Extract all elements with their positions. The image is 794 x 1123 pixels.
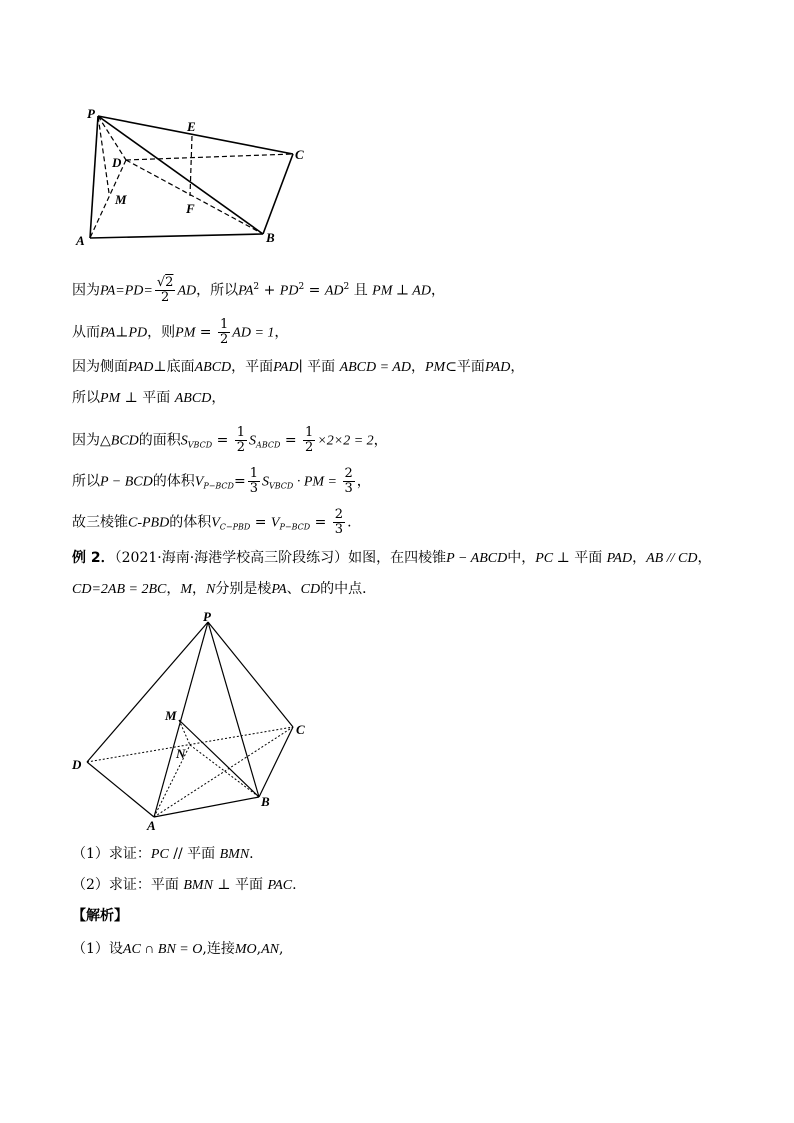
text: ⊥ 平面 xyxy=(120,390,175,406)
fraction: $\frac{1}{3}$ xyxy=(249,466,258,496)
text: 分别是棱 xyxy=(215,581,272,597)
math: N xyxy=(206,582,216,597)
text: , xyxy=(278,941,284,957)
math: · PM = xyxy=(293,474,341,490)
solution-line-4 xyxy=(72,389,225,408)
solution-line-5 xyxy=(72,426,388,455)
math: CD=2AB = 2BC xyxy=(72,582,167,597)
text: ， xyxy=(430,282,445,299)
text: ， xyxy=(697,550,712,566)
op: = xyxy=(250,514,271,531)
text: ⊥ 平面 xyxy=(212,877,268,893)
example-2-line-1 xyxy=(72,549,711,568)
analysis-label: 【解析】 xyxy=(72,908,128,924)
text: ⊂平面 xyxy=(445,359,485,375)
denominator: 2 xyxy=(161,290,170,305)
math: AB // CD xyxy=(646,551,698,566)
op: = xyxy=(233,473,246,490)
text: ， xyxy=(356,473,371,490)
question-1 xyxy=(72,845,254,864)
math: AC ∩ BN = O xyxy=(122,942,203,957)
exponent: 2 xyxy=(343,281,350,292)
fig2-label-B: B xyxy=(261,794,270,809)
solution-line-2 xyxy=(72,318,288,347)
text: 从而 xyxy=(72,324,100,341)
math: PM xyxy=(175,325,196,341)
text: （1）求证： xyxy=(72,846,151,862)
fig2-label-D: D xyxy=(72,757,82,772)
subscript: C−PBD xyxy=(219,522,251,532)
op: = xyxy=(212,432,233,449)
text: 的面积 xyxy=(138,432,181,449)
fraction: $\frac{1}{2}$ xyxy=(220,317,229,347)
math: PAD xyxy=(273,360,299,375)
fig2-label-N: N xyxy=(176,746,186,761)
op: = xyxy=(304,282,325,299)
math: PM xyxy=(424,360,446,375)
math: ABCD xyxy=(194,360,232,375)
exponent: 2 xyxy=(253,281,260,292)
figure-1-quadrilateral-pyramid xyxy=(70,100,320,250)
math: PAC xyxy=(267,878,293,893)
math: CD xyxy=(300,582,321,597)
text: ， xyxy=(632,550,647,566)
fig2-label-C: C xyxy=(296,722,305,737)
math: PA⊥PD xyxy=(100,325,148,341)
math: PA=PD= xyxy=(100,283,153,299)
text: （2021·海南·海港学校高三阶段练习）如图，在四棱锥 xyxy=(114,550,447,566)
math: BMN xyxy=(219,847,250,862)
solution-line-1 xyxy=(72,276,445,305)
math: S xyxy=(180,433,188,449)
text: 因为 xyxy=(72,282,100,299)
solution-line-6 xyxy=(72,467,371,496)
math: ABCD xyxy=(174,391,212,406)
fraction: $\frac{2}{3}$ xyxy=(344,466,353,496)
text: 因为侧面 xyxy=(72,359,128,375)
text: . xyxy=(292,877,297,893)
math: PD xyxy=(279,283,299,299)
op: = xyxy=(195,324,216,341)
math: P − ABCD xyxy=(446,551,508,566)
solution-line-3 xyxy=(72,358,524,377)
sqrt-value: 2 xyxy=(165,275,174,290)
math: C-PBD xyxy=(128,515,170,531)
text: 中， xyxy=(507,550,536,566)
text: 的中点． xyxy=(320,581,377,597)
math: PAD xyxy=(484,360,511,375)
text: 且 xyxy=(349,282,373,299)
math: PAD xyxy=(606,551,633,566)
math: PA xyxy=(238,283,254,299)
subscript: VBCD xyxy=(268,481,294,491)
fraction: $\frac{1}{2}$ xyxy=(305,425,314,455)
math: AD xyxy=(177,283,197,299)
fig1-label-M: M xyxy=(115,192,127,207)
text: . xyxy=(347,514,352,531)
text: 平面 xyxy=(569,550,607,566)
math: MO xyxy=(234,942,257,957)
math: △BCD xyxy=(100,433,139,449)
math: PM xyxy=(100,391,121,406)
question-2 xyxy=(72,876,297,895)
fig1-label-C: C xyxy=(295,147,304,162)
op: + xyxy=(259,282,280,299)
fraction: $\frac{√2}{2}$ xyxy=(156,275,174,305)
text: ，所以 xyxy=(196,282,239,299)
text: 的体积 xyxy=(152,473,195,490)
subscript: P−BCD xyxy=(203,481,234,491)
math: PM ⊥ AD xyxy=(372,283,431,299)
fig1-label-D: D xyxy=(112,155,122,170)
text: ⊥底面 xyxy=(153,359,195,375)
example-label: 例 2． xyxy=(72,550,115,566)
math: AD = 1 xyxy=(232,325,275,341)
step-1 xyxy=(72,940,283,959)
subscript: VBCD xyxy=(187,440,213,450)
text: 故三棱锥 xyxy=(72,514,128,531)
math: V xyxy=(194,474,204,490)
math: PC ⊥ xyxy=(535,551,570,566)
text: 、 xyxy=(286,581,301,597)
text: ， xyxy=(211,390,226,406)
math: PA xyxy=(271,582,287,597)
text: 的体积 xyxy=(169,514,212,531)
math: ABCD = AD xyxy=(339,360,411,375)
math: V xyxy=(270,515,280,531)
fig1-label-E: E xyxy=(187,119,196,134)
text: ，平面 xyxy=(231,359,274,375)
math: M xyxy=(180,582,193,597)
fraction: $\frac{1}{2}$ xyxy=(236,425,246,455)
fig1-label-P: P xyxy=(87,106,95,121)
fig1-label-B: B xyxy=(266,230,275,245)
solution-line-7 xyxy=(72,508,352,537)
text: ， xyxy=(373,432,388,449)
text: 因为 xyxy=(72,432,100,449)
op: = xyxy=(280,432,302,449)
math: ×2×2 = 2 xyxy=(317,433,374,449)
fig2-label-P: P xyxy=(203,609,211,624)
text: . xyxy=(249,846,254,862)
analysis-heading xyxy=(72,907,128,925)
text: （2）求证：平面 xyxy=(72,877,184,893)
math: V xyxy=(211,515,220,531)
op: = xyxy=(310,514,331,531)
text: ， xyxy=(274,324,289,341)
text: 所以 xyxy=(72,473,100,490)
math: S xyxy=(261,474,269,490)
subscript: ABCD xyxy=(256,440,281,450)
exponent: 2 xyxy=(298,281,305,292)
figure-2-pyramid xyxy=(66,606,316,834)
example-2-line-2 xyxy=(72,580,376,599)
math: AN xyxy=(261,942,279,957)
text: // 平面 xyxy=(168,846,220,862)
text: ， xyxy=(192,581,207,597)
fig1-label-F: F xyxy=(186,201,195,216)
math: BMN xyxy=(183,878,213,893)
text: ， xyxy=(166,581,181,597)
text: ，则 xyxy=(147,324,176,341)
fig1-label-A: A xyxy=(76,233,85,248)
math: AD xyxy=(324,283,344,299)
math: PAD xyxy=(128,360,154,375)
fig2-label-M: M xyxy=(165,708,177,723)
text: ∣ 平面 xyxy=(298,359,340,375)
text: ,连接 xyxy=(202,941,235,957)
text: 所以 xyxy=(72,390,100,406)
text: , xyxy=(256,941,262,957)
math: PC xyxy=(150,847,169,862)
fraction: $\frac{2}{3}$ xyxy=(334,507,344,537)
fig2-label-A: A xyxy=(147,818,156,833)
text: ， xyxy=(510,359,525,375)
text: ， xyxy=(410,359,425,375)
math: S xyxy=(249,433,257,449)
text: （1）设 xyxy=(72,941,123,957)
math: P − BCD xyxy=(100,474,153,490)
subscript: P−BCD xyxy=(279,522,311,532)
